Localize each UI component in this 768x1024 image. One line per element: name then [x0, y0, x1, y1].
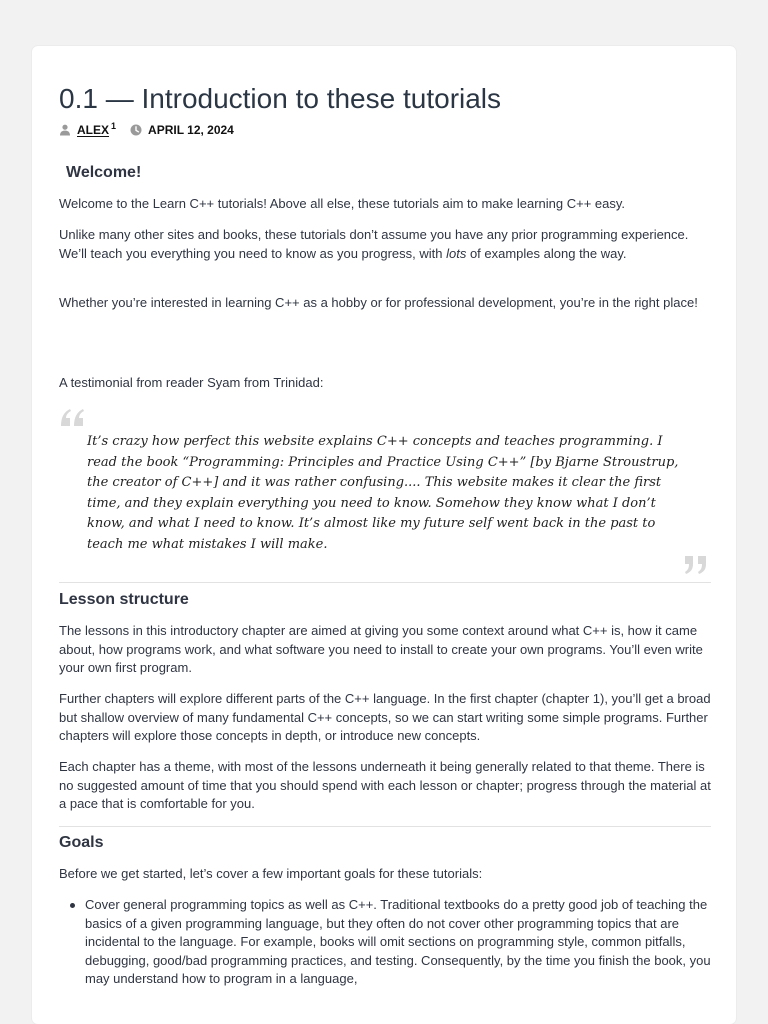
open-quote-icon [59, 406, 87, 428]
goals-list-item: Cover general programming topics as well as C++. Traditional textbooks do a pretty good job of teaching the basics of a given programming language, but they often do not cover other programming topics that are incidental to the language. For example, books will omit sections on programming style, common pitfalls, debugging, good/bad programming practices, and testing. Consequently, by the time you finish the book, you may understand how to program in a language, [59, 896, 711, 989]
article-card [32, 46, 736, 1024]
lesson-structure-paragraph-1: The lessons in this introductory chapter are aimed at giving you some context around what C++ is, how it came about, how programs work, and what software you need to install to create your own programs. You’ll even write your own first program. [59, 623, 703, 675]
section-divider [59, 826, 711, 827]
publish-date: APRIL 12, 2024 [148, 123, 234, 137]
lesson-structure-heading: Lesson structure [59, 591, 189, 608]
intro-paragraph-3: Whether you’re interested in learning C++ as a hobby or for professional development, you’re in the right place! [59, 295, 698, 310]
section-divider [59, 582, 711, 583]
testimonial-intro: A testimonial from reader Syam from Trinidad: [59, 375, 324, 390]
user-icon [59, 124, 71, 136]
clock-icon [130, 124, 142, 136]
goals-list [59, 896, 711, 989]
lesson-structure-paragraph-3: Each chapter has a theme, with most of the lessons underneath it being generally related to that theme. There is no suggested amount of time that you should spend with each lesson or chapter; progress through the material at a pace that is comfortable for you. [59, 759, 711, 811]
welcome-heading: Welcome! [66, 164, 142, 181]
goals-heading: Goals [59, 834, 104, 851]
intro-paragraph-2-text-a: Unlike many other sites and books, these tutorials don’t assume you have any prior programming experience. We’ll teach you everything you need to know as you progress, with [59, 227, 689, 261]
lesson-structure-paragraph-2: Further chapters will explore different parts of the C++ language. In the first chapter (chapter 1), you’ll get a broad but shallow overview of many fundamental C++ concepts, so we can start writing some simple programs. Further chapters will explore those concepts in depth, or introduce new concepts. [59, 691, 711, 743]
article-meta [59, 122, 234, 138]
intro-paragraph-2 [59, 226, 711, 263]
goals-intro-paragraph: Before we get started, let’s cover a few important goals for these tutorials: [59, 866, 483, 881]
author-comment-count: 1 [111, 121, 117, 131]
intro-paragraph-2-emphasis: lots [446, 245, 467, 261]
page-title: 0.1 — Introduction to these tutorials [59, 83, 502, 114]
intro-paragraph-2-text-b: of examples along the way. [466, 245, 627, 261]
intro-paragraph-1: Welcome to the Learn C++ tutorials! Above all else, these tutorials aim to make learning C++ easy. [59, 196, 626, 211]
author-link[interactable]: ALEX [77, 123, 110, 137]
close-quote-icon [682, 554, 710, 576]
testimonial-quote: It’s crazy how perfect this website explains C++ concepts and teaches programming. I read the book “Programming: Principles and Practice Using C++” [by Bjarne Stroustrup, the creator of C++] and it was rather confusing.... This website makes it clear the first time, and they explain everything you need to know. Somehow they know what I don’t know, and what I need to know. It’s almost like my future self went back in the past to teach me what mistakes I will make. [87, 434, 679, 552]
